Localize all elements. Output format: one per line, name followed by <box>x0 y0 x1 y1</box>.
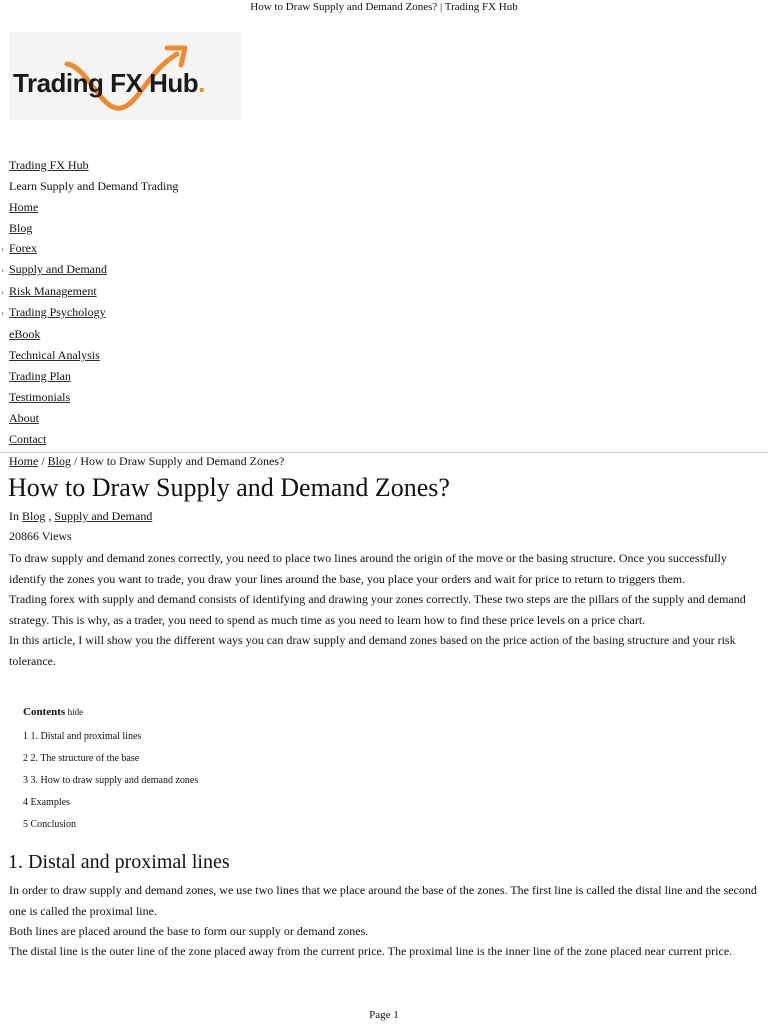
logo-text: Trading FX Hub. <box>13 68 205 98</box>
submenu-arrow-icon: › <box>1 265 4 275</box>
section-paragraph: The distal line is the outer line of the zone placed away from the current price. The proximal line is the inner line of the zone placed near current price. <box>9 944 733 958</box>
intro-paragraph: To draw supply and demand zones correctly, you need to place two lines around the origin of the move or the basing structure. Once you successfully identify the zones you want to trade, you draw your lines around the base, you place your orders and wait for price to return to triggers them. <box>9 551 727 586</box>
section-paragraph: In order to draw supply and demand zones, we use two lines that we place around the base of the zones. The first line is called the distal line and the second one is called the proximal line. <box>9 883 757 918</box>
toc-header <box>23 706 83 718</box>
section-heading: 1. Distal and proximal lines <box>8 851 230 873</box>
submenu-arrow-icon: › <box>1 244 4 254</box>
site-logo[interactable] <box>9 32 241 120</box>
site-tagline: Learn Supply and Demand Trading <box>9 179 179 193</box>
submenu-arrow-icon: › <box>1 308 4 318</box>
nav-item-blog[interactable]: Blog <box>9 221 33 235</box>
breadcrumb-current: How to Draw Supply and Demand Zones? <box>80 454 285 468</box>
breadcrumb-blog[interactable]: Blog <box>47 454 72 468</box>
nav-item-ebook[interactable]: eBook <box>9 327 41 341</box>
table-of-contents <box>23 706 199 830</box>
category-link-blog[interactable]: Blog <box>22 509 46 523</box>
nav-item-contact[interactable]: Contact <box>9 432 47 446</box>
document-header: How to Draw Supply and Demand Zones? | Trading FX Hub <box>250 1 518 13</box>
nav-item-trading-psychology[interactable]: Trading Psychology <box>9 305 106 319</box>
page-title: How to Draw Supply and Demand Zones? <box>8 473 450 502</box>
site-title-link[interactable]: Trading FX Hub <box>9 158 89 172</box>
toc-title: Contents <box>23 706 66 718</box>
breadcrumb: Home / Blog / How to Draw Supply and Demand Zones? <box>9 454 285 468</box>
nav-item-supply-and-demand[interactable]: Supply and Demand <box>9 262 107 276</box>
intro-paragraph: In this article, I will show you the different ways you can draw supply and demand zones based on the price action of the basing structure and your risk tolerance. <box>9 633 736 668</box>
category-link-supply-and-demand[interactable]: Supply and Demand <box>54 509 153 523</box>
breadcrumb-home[interactable]: Home <box>9 454 39 468</box>
post-categories: In Blog , Supply and Demand <box>9 509 153 523</box>
toc-item[interactable]: 2 2. The structure of the base <box>23 753 140 764</box>
view-count: 20866 Views <box>9 529 72 543</box>
toc-hide-toggle[interactable]: hide <box>67 707 84 717</box>
nav-item-forex[interactable]: Forex <box>9 241 37 255</box>
nav-item-technical-analysis[interactable]: Technical Analysis <box>9 348 100 362</box>
nav-item-testimonials[interactable]: Testimonials <box>9 390 71 404</box>
submenu-arrow-icon: › <box>1 287 4 297</box>
nav-item-about[interactable]: About <box>9 411 39 425</box>
toc-item[interactable]: 3 3. How to draw supply and demand zones <box>23 775 199 786</box>
page-number: Page 1 <box>369 1009 399 1021</box>
nav-item-trading-plan[interactable]: Trading Plan <box>9 369 71 383</box>
section-paragraph: Both lines are placed around the base to form our supply or demand zones. <box>9 924 369 938</box>
nav-item-risk-management[interactable]: Risk Management <box>9 284 97 298</box>
nav-item-home[interactable]: Home <box>9 200 39 214</box>
intro-paragraph: Trading forex with supply and demand consists of identifying and drawing your zones correctly. These two steps are the pillars of the supply and demand strategy. This is why, as a trader, you need to spend as much time as you need to learn how to find these price levels on a price chart. <box>9 592 746 627</box>
header-divider <box>0 452 768 453</box>
toc-item[interactable]: 4 Examples <box>23 797 70 808</box>
toc-item[interactable]: 1 1. Distal and proximal lines <box>23 731 142 742</box>
toc-item[interactable]: 5 Conclusion <box>23 819 77 830</box>
